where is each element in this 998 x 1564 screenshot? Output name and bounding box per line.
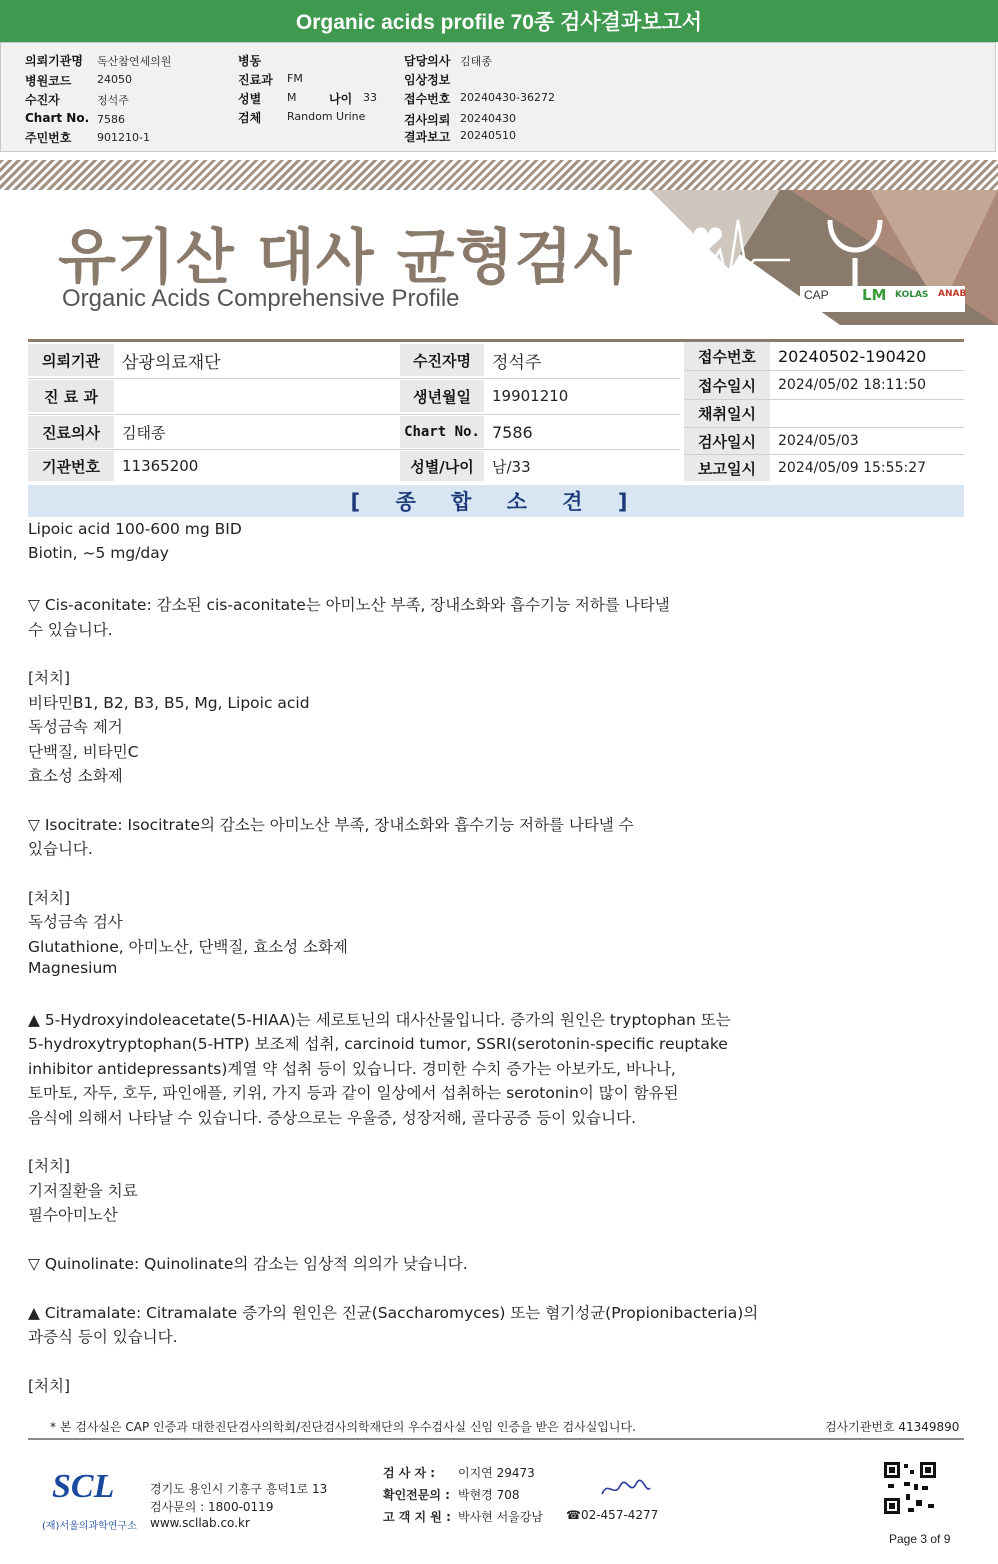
field-value: 20240430 bbox=[460, 112, 516, 125]
summary-line: 과증식 등이 있습니다. bbox=[28, 1328, 178, 1347]
summary-line: Glutathione, 아미노산, 단백질, 효소성 소화제 bbox=[28, 937, 348, 956]
report-title: Organic acids profile 70종 검사결과보고서 bbox=[0, 0, 998, 42]
org-website: www.scllab.co.kr bbox=[150, 1516, 250, 1530]
field-value: 20240430-36272 bbox=[460, 91, 555, 104]
table-value: 2024/05/09 15:55:27 bbox=[778, 460, 927, 476]
table-value: 정석주 bbox=[492, 352, 542, 373]
staff-label: 검 사 자 : bbox=[383, 1466, 436, 1480]
summary-line: 독성금속 검사 bbox=[28, 913, 123, 932]
header-info-panel bbox=[0, 42, 996, 152]
lab-number: 검사기관번호 41349890 bbox=[825, 1420, 960, 1434]
staff-label: 고 객 지 원 : bbox=[383, 1510, 451, 1524]
field-label: 접수번호 bbox=[404, 92, 451, 106]
field-label: 의뢰기관명 bbox=[25, 54, 83, 68]
kolas-logo: KOLAS bbox=[895, 290, 929, 300]
field-label: Chart No. bbox=[25, 111, 90, 125]
footer-rule bbox=[28, 1438, 964, 1440]
field-label: 병원코드 bbox=[25, 74, 72, 88]
summary-body bbox=[28, 520, 964, 1420]
footer-note: * 본 검사실은 CAP 인증과 대한진단검사의학회/진단검사의학재단의 우수검사실 신임 인증을 받은 검사실입니다. bbox=[50, 1420, 636, 1434]
summary-line: 음식에 의해서 나타날 수 있습니다. 증상으로는 우울증, 성장저해, 골다공증 등이 있습니다. bbox=[28, 1108, 637, 1127]
field-label: 임상정보 bbox=[404, 73, 451, 87]
table-rule bbox=[684, 370, 964, 371]
table-label: 의뢰기관 bbox=[28, 344, 114, 376]
summary-line: ▽ Isocitrate: Isocitrate의 감소는 아미노산 부족, 장내소화와 흡수기능 저하를 나타낼 수 bbox=[28, 815, 634, 834]
lm-logo: LM bbox=[862, 286, 887, 304]
table-label: 성별/나이 bbox=[400, 451, 484, 481]
table-label: 검사일시 bbox=[684, 428, 770, 454]
field-value: 김태종 bbox=[460, 55, 492, 68]
qr-code bbox=[882, 1460, 938, 1516]
summary-line: Lipoic acid 100-600 mg BID bbox=[28, 520, 242, 538]
table-label: Chart No. bbox=[400, 416, 484, 448]
anab-logo: ANAB bbox=[938, 289, 967, 299]
cap-logo: CAP bbox=[804, 288, 829, 302]
staff-label: 확인전문의 : bbox=[383, 1488, 450, 1502]
table-rule bbox=[28, 378, 680, 379]
table-label: 접수번호 bbox=[684, 342, 770, 370]
field-value: 독산참연세의원 bbox=[97, 55, 172, 68]
table-value: 20240502-190420 bbox=[778, 346, 927, 366]
table-value: 19901210 bbox=[492, 387, 569, 405]
org-name: (재)서울의과학연구소 bbox=[42, 1521, 137, 1532]
table-label: 진 료 과 bbox=[28, 380, 114, 412]
summary-line: Magnesium bbox=[28, 959, 118, 978]
field-value: 20240510 bbox=[460, 129, 516, 142]
field-value: 정석주 bbox=[97, 94, 129, 107]
signature bbox=[598, 1476, 654, 1502]
table-value: 2024/05/03 bbox=[778, 433, 859, 449]
field-value: 33 bbox=[363, 91, 377, 104]
field-value: M bbox=[287, 91, 297, 104]
field-label: 진료과 bbox=[238, 73, 273, 87]
field-label: 검사의뢰 bbox=[404, 113, 451, 127]
field-value: 7586 bbox=[97, 113, 125, 126]
summary-line: 비타민B1, B2, B3, B5, Mg, Lipoic acid bbox=[28, 693, 310, 712]
summary-line: 기저질환을 치료 bbox=[28, 1181, 138, 1200]
field-label: 주민번호 bbox=[25, 131, 72, 145]
staff-value: 이지연 29473 bbox=[458, 1466, 535, 1480]
summary-line: ▲ 5-Hydroxyindoleacetate(5-HIAA)는 세로토닌의 대사산물입니다. 증가의 원인은 tryptophan 또는 bbox=[28, 1011, 731, 1029]
staff-value: 박사현 서울강남 bbox=[458, 1510, 543, 1524]
field-label: 수진자 bbox=[25, 93, 60, 107]
table-value: 2024/05/02 18:11:50 bbox=[778, 377, 927, 393]
table-rule bbox=[684, 454, 964, 455]
table-label: 수진자명 bbox=[400, 344, 484, 376]
summary-line: inhibitor antidepressants)계열 약 섭취 등이 있습니다. 경미한 수치 증가는 아보카도, 바나나, bbox=[28, 1059, 676, 1078]
field-label: 성별 bbox=[238, 92, 262, 106]
org-inquiry: 검사문의 : 1800-0119 bbox=[150, 1500, 274, 1514]
summary-line: 단백질, 비타민C bbox=[28, 742, 139, 761]
table-label: 접수일시 bbox=[684, 371, 770, 399]
summary-heading: [ 종 합 소 견 ] bbox=[28, 485, 964, 517]
table-rule bbox=[28, 414, 680, 415]
field-label: 병동 bbox=[238, 54, 262, 68]
summary-line: 5-hydroxytryptophan(5-HTP) 보조제 섭취, carcinoid tumor, SSRI(serotonin-specific reuptake bbox=[28, 1035, 728, 1054]
staff-value: 박현경 708 bbox=[458, 1488, 520, 1502]
table-label: 생년월일 bbox=[400, 380, 484, 412]
summary-line: ▽ Quinolinate: Quinolinate의 감소는 임상적 의의가 낮습니다. bbox=[28, 1255, 468, 1273]
table-value: 7586 bbox=[492, 422, 533, 442]
table-label: 채취일시 bbox=[684, 400, 770, 427]
summary-line: Biotin, ~5 mg/day bbox=[28, 544, 169, 563]
summary-line: 수 있습니다. bbox=[28, 620, 113, 639]
summary-line: 필수아미노산 bbox=[28, 1206, 118, 1225]
table-value: 삼광의료재단 bbox=[122, 352, 221, 373]
table-label: 보고일시 bbox=[684, 455, 770, 481]
summary-line: 있습니다. bbox=[28, 840, 93, 859]
summary-line: [처치] bbox=[28, 669, 71, 688]
summary-line: 효소성 소화제 bbox=[28, 767, 123, 785]
summary-line: [처치] bbox=[28, 889, 71, 907]
table-label: 기관번호 bbox=[28, 451, 114, 481]
phone-number: ☎02-457-4277 bbox=[566, 1508, 659, 1522]
table-value bbox=[770, 400, 964, 427]
page-number: Page 3 of 9 bbox=[889, 1532, 951, 1546]
field-label: 결과보고 bbox=[404, 130, 451, 144]
summary-line: ▽ Cis-aconitate: 감소된 cis-aconitate는 아미노산 부족, 장내소화와 흡수기능 저하를 나타낼 bbox=[28, 596, 670, 615]
table-value: 남/33 bbox=[492, 457, 531, 476]
summary-line: ▲ Citramalate: Citramalate 증가의 원인은 진균(Saccharomyces) 또는 혐기성균(Propionibacteria)의 bbox=[28, 1303, 759, 1322]
table-rule bbox=[684, 399, 964, 400]
table-value: 김태종 bbox=[122, 423, 166, 442]
table-value bbox=[114, 380, 400, 412]
field-label: 담당의사 bbox=[404, 54, 451, 68]
org-address: 경기도 용인시 기흥구 흥덕1로 13 bbox=[150, 1482, 328, 1496]
table-label: 진료의사 bbox=[28, 416, 114, 448]
summary-line: [처치] bbox=[28, 1157, 71, 1176]
summary-line: 토마토, 자두, 호두, 파인애플, 키위, 가지 등과 같이 일상에서 섭취하는 serotonin이 많이 함유된 bbox=[28, 1084, 679, 1103]
banner-title-english: Organic Acids Comprehensive Profile bbox=[62, 285, 460, 312]
scl-logo: SCL bbox=[52, 1468, 115, 1505]
summary-line: 독성금속 제거 bbox=[28, 718, 123, 737]
field-label: 검체 bbox=[238, 111, 262, 125]
summary-line: [처치] bbox=[28, 1377, 71, 1395]
field-label: 나이 bbox=[329, 92, 353, 106]
field-value: FM bbox=[287, 72, 303, 85]
field-value: 24050 bbox=[97, 73, 132, 86]
table-rule bbox=[28, 449, 680, 450]
field-value: 901210-1 bbox=[97, 131, 150, 144]
table-value: 11365200 bbox=[122, 457, 199, 475]
banner-title-korean: 유기산 대사 균형검사 bbox=[58, 223, 633, 293]
field-value: Random Urine bbox=[287, 110, 366, 123]
table-rule bbox=[684, 427, 964, 428]
accreditation-logos bbox=[800, 286, 965, 312]
